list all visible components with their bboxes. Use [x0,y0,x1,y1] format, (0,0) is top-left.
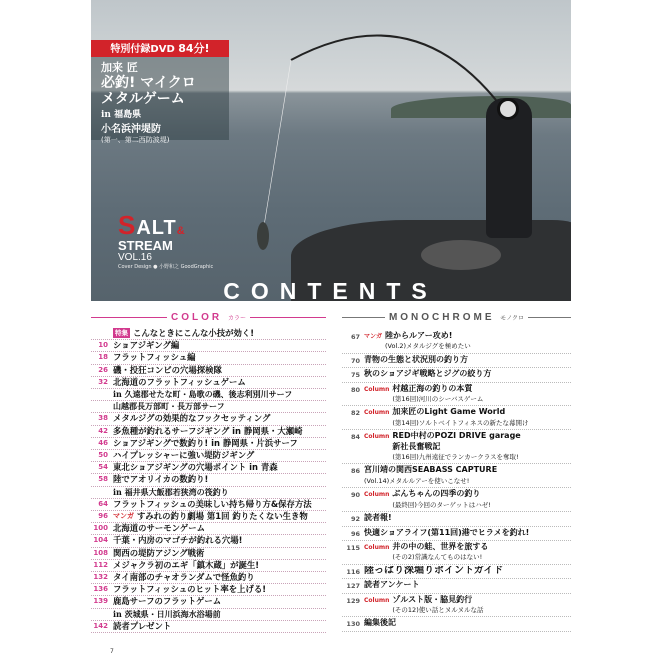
color-contents-item[interactable] [91,596,326,608]
item-body [392,489,571,510]
dvd-label: 特別付録DVD [110,44,175,55]
item-title: 読者報! [364,513,392,523]
logo-stream: STREAM [118,238,173,253]
item-subtitle: (Vol.2)メタルジグを極めたい [385,342,471,351]
item-tag: Column [364,433,390,441]
item-title: 山越郡長万部町・長万部サーフ [113,401,225,412]
item-title: 北海道のサーモンゲーム [113,523,205,534]
item-title: in 久遠郡せたな町・島歌の磯、後志利別川サーフ [113,389,293,400]
feature-title-line2: メタルゲーム [101,91,185,107]
logo-amp: & [176,225,186,237]
item-page-number: 116 [346,567,360,576]
mono-contents-item[interactable] [342,383,571,407]
item-title: 秋のショアジギ戦略とジグの絞り方 [364,369,492,379]
mono-contents-item[interactable] [342,354,571,368]
item-title: in 茨城県・日川浜海水浴場前 [113,608,221,619]
item-tag: Column [364,409,390,417]
color-label-sub: カラー [227,315,246,322]
item-body [392,595,571,616]
color-contents-item[interactable] [91,450,326,462]
item-page-number: 130 [346,620,360,629]
color-section-label [167,312,250,323]
item-body [364,355,571,365]
item-body [364,566,571,576]
item-page-number: 104 [93,536,108,545]
item-title: 千葉・内房のマゴチが釣れる穴場! [113,535,243,546]
mono-contents-item[interactable] [342,330,571,354]
item-page-number: 108 [93,548,108,557]
color-contents-item[interactable] [91,609,326,621]
mono-contents-item[interactable] [342,617,571,631]
logo-s: S [118,210,137,240]
item-page-number: 32 [98,377,108,386]
color-contents-item[interactable] [91,560,326,572]
item-subtitle: (第16回)九州遠征でランカークラスを奪取! [392,453,519,462]
item-page-number: 46 [98,438,108,447]
color-contents-item[interactable] [91,365,326,377]
item-page-number: 136 [93,585,108,594]
item-page-number: 26 [98,365,108,374]
item-subtitle: (最終回)今回のターゲットはハゼ! [392,500,491,509]
item-title: 北海道のフラットフィッシュゲーム [113,376,246,387]
item-tag: Column [364,543,390,551]
item-tag: 特集 [115,329,128,337]
mono-contents-item[interactable] [342,594,571,618]
item-page-number: 82 [350,409,360,418]
color-contents-item[interactable] [91,474,326,486]
page-number: 7 [110,648,114,655]
color-label-text: COLOR [171,311,223,323]
item-subtitle: (その12)使い話とヌルヌルな話 [392,605,484,614]
item-title: 宮川靖の関西SEABASS CAPTURE [364,465,498,475]
item-page-number: 80 [350,385,360,394]
color-contents-item[interactable] [91,535,326,547]
mono-contents-item[interactable] [342,464,571,488]
item-title: タイ南部のチャオランダムで怪魚釣り [113,572,255,583]
dvd-minutes: 84分! [178,42,210,55]
item-page-number: 132 [93,573,108,582]
color-contents-item[interactable] [91,401,326,413]
item-page-number: 10 [98,341,108,350]
feature-title-line1: 必釣! マイクロ [101,75,196,91]
color-contents-item[interactable] [91,462,326,474]
item-title: フラットフィッシュの美味しい持ち帰り方&保存方法 [113,498,312,509]
color-contents-item[interactable] [91,523,326,535]
item-page-number: 86 [350,467,360,476]
item-title: メタルジグの効果的なフックセッティング [113,413,271,424]
item-title: フラットフィッシュのヒット率を上げる! [113,584,267,595]
color-contents-item[interactable] [91,389,326,401]
magazine-logo [118,210,214,270]
item-body [364,618,571,628]
item-title: 加来匠のLight Game World [392,407,506,417]
item-tag: Column [364,491,390,499]
dvd-badge [91,40,229,57]
item-body [392,384,571,405]
item-title: 井の中の蛙、世界を旅する [392,541,489,551]
color-rule-left [91,317,167,318]
item-title: すみれの釣り劇場 第1回 釣りたくない生き物 [137,511,308,522]
item-body [392,407,571,428]
item-title: 鹿島サーフのフラットゲーム [113,596,222,607]
mono-label-sub: モノクロ [500,315,525,322]
item-title: 東北ショアジギングの穴場ポイント in 青森 [113,462,278,473]
item-title: 関西の堤防アジング戦術 [113,547,205,558]
color-contents-item[interactable] [91,487,326,499]
item-title: 陸からルアー攻め! [385,331,453,340]
mono-contents-item[interactable] [342,512,571,526]
mono-rule-right [528,317,571,318]
cover-credit: Cover Design ● 小野和之 GoodGraphic [118,264,214,270]
item-page-number: 100 [93,524,108,533]
cover-feature [91,57,229,144]
feature-location-note: (第一、第二西防波堤) [101,136,170,144]
color-contents-item[interactable] [91,413,326,425]
item-title: ゾルスト版・脇見釣行 [392,594,473,604]
item-title: 快適ショアライフ(第11回)港でヒラメを釣れ! [364,527,530,537]
item-page-number: 139 [93,597,108,606]
item-page-number: 90 [350,491,360,500]
item-tag: Column [364,596,390,604]
item-page-number: 92 [350,515,360,524]
mono-contents-item[interactable] [342,488,571,512]
item-title: 編集後記 [364,618,396,628]
item-title: 陸でアオリイカの数釣り! [113,474,209,485]
color-section-header [91,309,326,325]
item-page-number: 58 [98,475,108,484]
color-contents-item[interactable] [91,511,326,523]
item-page-number: 50 [98,451,108,460]
feature-author: 加来 匠 [101,61,138,74]
item-tag: マンガ [113,512,134,521]
item-title: ショアジギングで数釣り! in 静岡県・片浜サーフ [113,437,298,448]
item-title: 村越正海の釣りの本質 [392,383,473,393]
item-page-number: 75 [350,371,360,380]
item-subtitle: (第14回)ソルトベイトフィネスの新たな幕開け [392,418,529,427]
item-body [364,465,571,486]
item-title: in 福井県大飯郡若狭湾の筏釣り [113,486,229,497]
item-page-number: 54 [98,463,108,472]
item-tag: マンガ [364,333,383,340]
hooked-fish [257,222,269,250]
item-subtitle: 新社長奮戦記 [392,441,441,451]
color-contents-item[interactable] [91,548,326,560]
item-page-number: 112 [93,560,108,569]
item-title: こんなときにこんな小技が効く! [133,328,255,338]
logo-salt: ALT [136,217,177,239]
item-title: 陸っぱり深堀りポイントガイド [364,565,504,576]
item-subtitle: (Vol.14)メタルルアーを使いこなせ! [364,476,470,485]
item-title: フラットフィッシュ編 [113,352,196,363]
item-title: RED中村のPOZI DRIVE garage [392,431,521,441]
item-title: ぶんちゃんの四季の釣り [392,489,481,499]
item-page-number: 142 [93,621,108,630]
item-title: メジャクラ初のエギ「鎮木蔵」が誕生! [113,559,260,570]
color-contents-item[interactable] [91,572,326,584]
color-contents-list [91,328,326,633]
color-contents-item[interactable] [91,621,326,633]
color-rule-right [250,317,326,318]
item-page-number: 84 [350,433,360,442]
color-contents-item[interactable] [91,499,326,511]
item-subtitle: (その2)常識なんてものはない! [392,553,483,562]
item-body [364,513,571,523]
mono-contents-item[interactable] [342,527,571,541]
color-contents-item[interactable] [91,426,326,438]
color-contents-item[interactable] [91,377,326,389]
item-title: 読者アンケート [364,580,420,590]
color-contents-item[interactable] [91,352,326,364]
mono-section-header [342,309,571,325]
item-page-number: 42 [98,426,108,435]
item-title: ショアジギング編 [113,340,180,351]
item-page-number: 18 [98,353,108,362]
item-title: 青物の生態と状況別の釣り方 [364,354,468,364]
item-page-number: 96 [98,512,108,521]
mono-contents-item[interactable] [342,430,571,464]
mono-label-text: MONOCHROME [388,311,495,323]
mono-rule-left [342,317,385,318]
mono-contents-item[interactable] [342,579,571,593]
color-contents-item[interactable] [91,328,326,340]
feature-location: 小名浜沖堤防 [101,124,161,135]
item-body [392,542,571,563]
mono-section-label [385,312,528,323]
item-page-number: 96 [350,529,360,538]
item-tag: Column [364,385,390,393]
item-body [364,580,571,590]
color-contents-item[interactable] [91,438,326,450]
item-page-number: 67 [350,333,360,341]
item-title: ハイプレッシャーに強い堤防ジギング [113,450,255,461]
item-body [364,369,571,379]
item-page-number: 70 [350,356,360,365]
item-page-number: 115 [346,543,360,552]
mono-contents-item[interactable] [342,565,571,579]
item-title: 磯・投狂コンビの穴場探検隊 [113,364,222,375]
angler-head [497,98,519,120]
item-title: 多魚種が釣れるサーフジギング in 静岡県・大瀬崎 [113,425,303,436]
contents-title: CONTENTS [223,278,438,304]
feature-location-prefix: in 福島県 [101,110,142,120]
item-page-number: 38 [98,414,108,423]
mono-contents-item[interactable] [342,406,571,430]
mono-contents-item[interactable] [342,541,571,565]
item-body [364,528,571,538]
item-body [385,331,571,352]
item-page-number: 127 [346,582,360,591]
color-contents-item[interactable] [91,584,326,596]
item-subtitle: (第16回)河川のシーバスゲーム [392,395,484,404]
item-body [392,431,571,462]
mono-contents-list [342,330,571,632]
item-page-number: 129 [346,596,360,605]
logo-volume: VOL.16 [118,252,152,263]
mono-contents-item[interactable] [342,368,571,382]
item-title: 読者プレゼント [113,620,172,631]
item-page-number: 64 [98,499,108,508]
color-contents-item[interactable] [91,340,326,352]
